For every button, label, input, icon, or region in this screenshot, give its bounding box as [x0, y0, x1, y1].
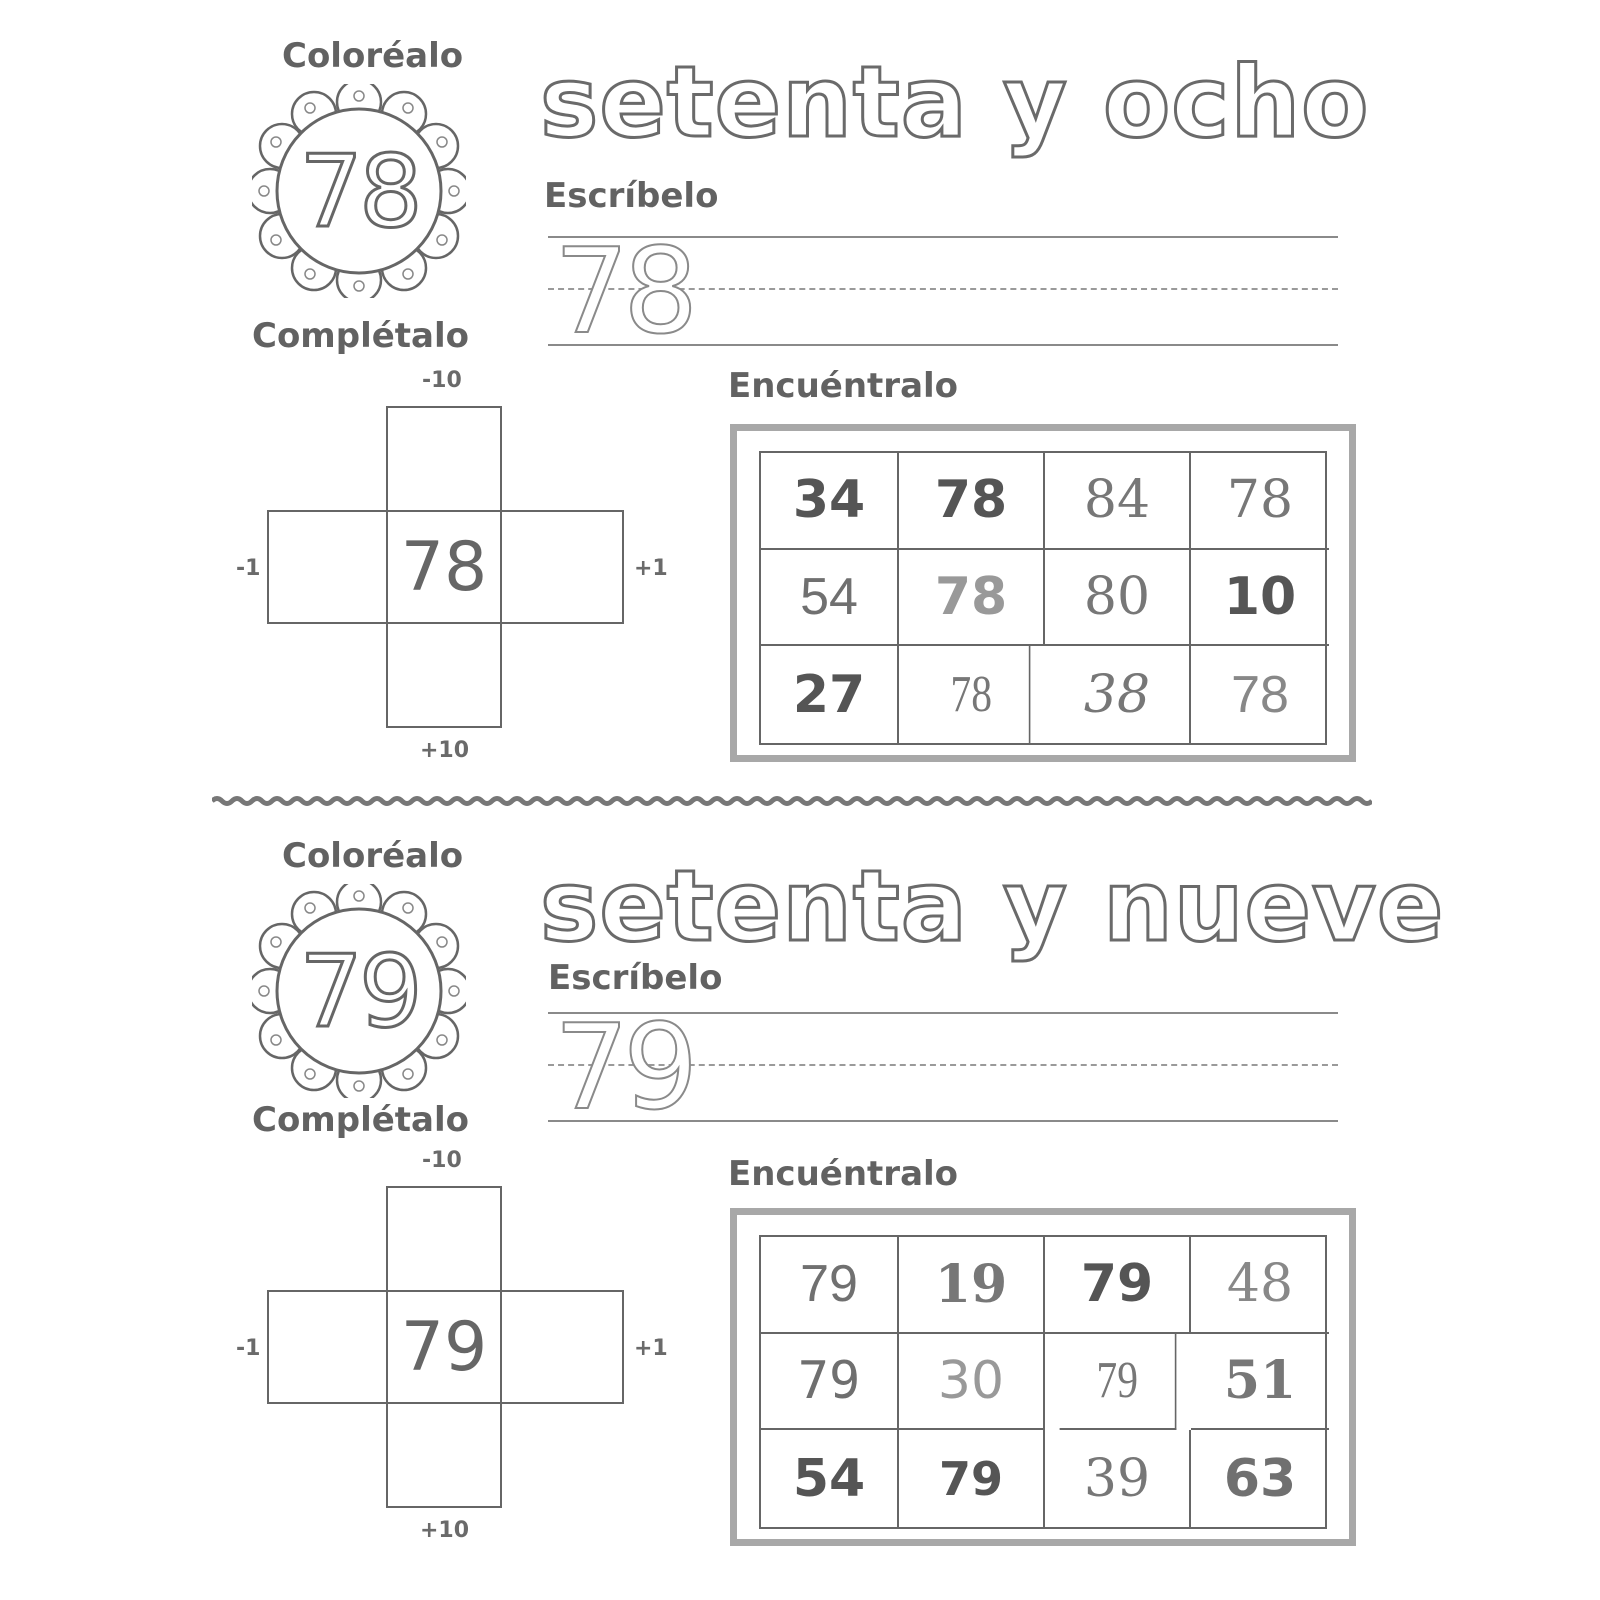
complete-label: Complétalo	[252, 1100, 469, 1140]
grid-cell[interactable]: 54	[761, 550, 899, 647]
plus-one-label: +1	[634, 1336, 668, 1361]
find-label: Encuéntralo	[728, 1154, 959, 1194]
grid-cell[interactable]: 79	[1060, 1334, 1177, 1431]
grid-cell[interactable]: 79	[899, 1430, 1045, 1527]
worksheet-section-79	[0, 800, 1600, 1590]
cross-box-right[interactable]	[500, 510, 624, 624]
cross-box-bottom[interactable]	[386, 622, 502, 728]
cross-box-left[interactable]	[267, 510, 388, 624]
grid-cell[interactable]: 10	[1191, 550, 1329, 647]
grid-cell[interactable]: 30	[899, 1334, 1045, 1431]
grid-cell[interactable]: 27	[761, 646, 899, 743]
minus-ten-label: -10	[422, 368, 462, 393]
find-grid	[759, 1235, 1327, 1529]
plus-ten-label: +10	[420, 1518, 470, 1543]
cross-box-right[interactable]	[500, 1290, 624, 1404]
flower-number: 78	[299, 132, 419, 250]
color-label: Coloréalo	[282, 36, 464, 76]
grid-cell[interactable]: 78	[899, 453, 1045, 550]
minus-one-label: -1	[236, 1336, 261, 1361]
worksheet-section-78	[0, 0, 1600, 790]
grid-cell[interactable]: 78	[914, 646, 1031, 743]
grid-cell[interactable]: 51	[1191, 1334, 1329, 1431]
trace-number: 79	[554, 998, 693, 1136]
handwriting-lines[interactable]	[548, 998, 1338, 1136]
grid-cell[interactable]: 38	[1045, 646, 1191, 743]
find-grid	[759, 451, 1327, 745]
cross-box-top[interactable]	[386, 406, 502, 512]
flower-number: 79	[299, 932, 419, 1050]
flower-badge[interactable]	[252, 84, 466, 298]
grid-cell[interactable]: 78	[1191, 453, 1329, 550]
grid-cell[interactable]: 63	[1223, 1448, 1297, 1509]
complete-label: Complétalo	[252, 316, 469, 356]
cross-box-top[interactable]	[386, 1186, 502, 1292]
plus-one-label: +1	[634, 556, 668, 581]
grid-cell[interactable]: 78	[899, 550, 1045, 647]
handwriting-lines[interactable]	[548, 222, 1338, 360]
cross-center-number: 79	[400, 1307, 488, 1387]
cross-center-number: 78	[400, 527, 488, 607]
grid-cell[interactable]: 80	[1045, 550, 1191, 647]
cross-box-left[interactable]	[267, 1290, 388, 1404]
number-word-title: setenta y ocho	[540, 46, 1370, 160]
grid-cell[interactable]: 79	[1045, 1237, 1191, 1334]
minus-one-label: -1	[236, 556, 261, 581]
number-word-title: setenta y nueve	[540, 850, 1445, 964]
grid-cell[interactable]: 84	[1045, 453, 1191, 550]
trace-number: 78	[554, 222, 693, 360]
grid-cell[interactable]: 79	[761, 1237, 899, 1334]
write-label: Escríbelo	[544, 176, 719, 216]
grid-cell[interactable]: 48	[1191, 1237, 1329, 1334]
find-grid-frame	[730, 1208, 1356, 1546]
grid-cell[interactable]: 54	[761, 1430, 899, 1527]
cross-box-bottom[interactable]	[386, 1402, 502, 1508]
grid-cell[interactable]: 79	[761, 1334, 899, 1431]
grid-cell[interactable]: 39	[1045, 1430, 1191, 1527]
plus-ten-label: +10	[420, 738, 470, 763]
find-grid-frame	[730, 424, 1356, 762]
flower-badge[interactable]	[252, 884, 466, 1098]
grid-cell[interactable]: 19	[899, 1237, 1045, 1334]
grid-cell[interactable]: 34	[761, 453, 899, 550]
write-label: Escríbelo	[548, 958, 723, 998]
minus-ten-label: -10	[422, 1148, 462, 1173]
find-label: Encuéntralo	[728, 366, 959, 406]
color-label: Coloréalo	[282, 836, 464, 876]
grid-cell[interactable]: 78	[1231, 665, 1289, 724]
